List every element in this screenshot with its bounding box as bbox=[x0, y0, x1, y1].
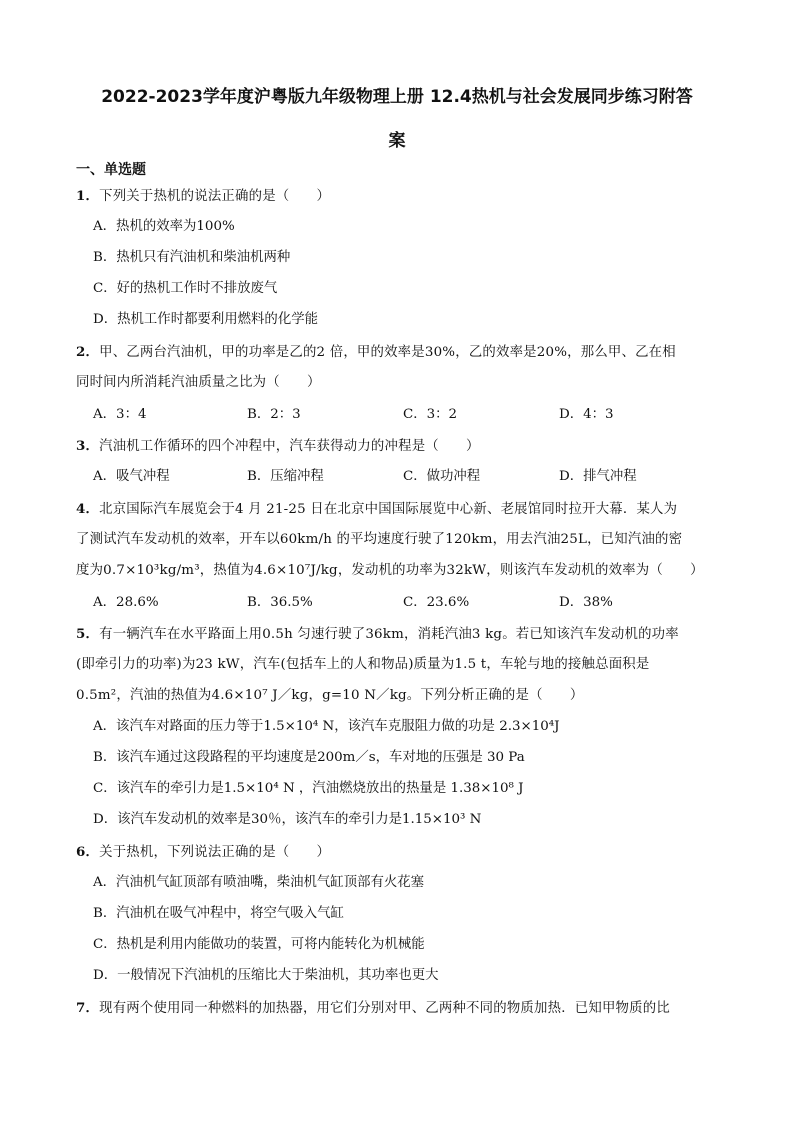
question-3-option-a: A．吸气冲程 bbox=[93, 469, 170, 484]
document-title-continued: 案 bbox=[388, 131, 406, 151]
question-2-option-a: A．3：4 bbox=[93, 407, 147, 422]
question-5-option-a: A．该汽车对路面的压力等于1.5×10⁴ N，该汽车克服阻力做的功是 2.3×10⁴J bbox=[93, 719, 560, 734]
question-1-option-d: D．热机工作时都要利用燃料的化学能 bbox=[93, 312, 318, 327]
question-5-option-d: D．该汽车发动机的效率是30％，该汽车的牵引力是1.15×10³ N bbox=[93, 812, 482, 827]
question-2-options bbox=[93, 405, 733, 425]
question-number: 2． bbox=[76, 344, 100, 360]
question-3-stem: 3．汽油机工作循环的四个冲程中，汽车获得动力的冲程是（ ） bbox=[76, 438, 480, 454]
question-number: 5． bbox=[76, 626, 100, 642]
question-3-option-d: D．排气冲程 bbox=[559, 469, 637, 484]
question-3-option-c: C．做功冲程 bbox=[403, 469, 481, 484]
question-2-option-c: C．3：2 bbox=[403, 407, 458, 422]
document-title: 2022-2023学年度沪粤版九年级物理上册 12.4热机与社会发展同步练习附答 bbox=[101, 87, 693, 107]
question-4-stem: 4．北京国际汽车展览会于4 月 21-25 日在北京中国国际展览中心新、老展馆同时拉开大幕．某人为 bbox=[76, 501, 678, 517]
question-5-stem-line-3: 0.5m²，汽油的热值为4.6×10⁷ J／kg，g=10 N／kg。下列分析正确的是（ ） bbox=[76, 688, 584, 703]
question-6-option-b: B．汽油机在吸气冲程中，将空气吸入气缸 bbox=[93, 906, 344, 921]
question-5-stem: 5．有一辆汽车在水平路面上用0.5h 匀速行驶了36km，消耗汽油3 kg。若已知该汽车发动机的功率 bbox=[76, 626, 679, 642]
question-6-option-d: D．一般情况下汽油机的压缩比大于柴油机，其功率也更大 bbox=[93, 968, 439, 983]
question-1-stem: 1．下列关于热机的说法正确的是（ ） bbox=[76, 188, 331, 204]
question-number: 6． bbox=[76, 844, 100, 860]
question-number: 3． bbox=[76, 438, 100, 454]
question-1-option-a: A．热机的效率为100% bbox=[93, 219, 235, 234]
question-2-option-d: D．4：3 bbox=[559, 407, 614, 422]
question-5-stem-line-2: (即牵引力的功率)为23 kW，汽车(包括车上的人和物品)质量为1.5 t，车轮与地的接触总面积是 bbox=[76, 657, 650, 672]
question-4-option-b: B．36.5% bbox=[247, 595, 313, 610]
section-heading: 一、单选题 bbox=[76, 162, 146, 178]
question-4-options bbox=[93, 593, 733, 613]
question-number: 4． bbox=[76, 501, 100, 517]
question-6-option-a: A．汽油机气缸顶部有喷油嘴，柴油机气缸顶部有火花塞 bbox=[93, 875, 425, 890]
question-3-option-b: B．压缩冲程 bbox=[247, 469, 324, 484]
question-4-stem-line-2: 了测试汽车发动机的效率，开车以60km/h 的平均速度行驶了120km，用去汽油25L，已知汽油的密 bbox=[76, 532, 683, 547]
question-1-option-c: C．好的热机工作时不排放废气 bbox=[93, 281, 278, 296]
question-6-stem: 6．关于热机，下列说法正确的是（ ） bbox=[76, 844, 331, 860]
question-4-stem-line-3: 度为0.7×10³kg/m³，热值为4.6×10⁷J/kg，发动机的功率为32kW，则该汽车发动机的效率为（ ） bbox=[76, 563, 704, 578]
question-5-option-c: C．该汽车的牵引力是1.5×10⁴ N ，汽油燃烧放出的热量是 1.38×10⁸ J bbox=[93, 781, 524, 796]
question-2-stem-line-2: 同时间内所消耗汽油质量之比为（ ） bbox=[76, 375, 321, 390]
question-1-option-b: B．热机只有汽油机和柴油机两种 bbox=[93, 250, 291, 265]
question-4-option-d: D．38% bbox=[559, 595, 613, 610]
question-number: 7． bbox=[76, 1000, 100, 1016]
question-5-option-b: B．该汽车通过这段路程的平均速度是200m／s，车对地的压强是 30 Pa bbox=[93, 750, 525, 765]
question-2-stem: 2．甲、乙两台汽油机，甲的功率是乙的2 倍，甲的效率是30%，乙的效率是20%，那么甲、乙在相 bbox=[76, 344, 676, 360]
question-2-option-b: B．2：3 bbox=[247, 407, 301, 422]
question-4-option-c: C．23.6% bbox=[403, 595, 470, 610]
question-4-option-a: A．28.6% bbox=[93, 595, 159, 610]
question-7-stem: 7．现有两个使用同一种燃料的加热器，用它们分别对甲、乙两种不同的物质加热．已知甲物质的比 bbox=[76, 1000, 670, 1016]
question-number: 1． bbox=[76, 188, 100, 204]
question-3-options bbox=[93, 467, 733, 487]
question-6-option-c: C．热机是利用内能做功的装置，可将内能转化为机械能 bbox=[93, 937, 425, 952]
